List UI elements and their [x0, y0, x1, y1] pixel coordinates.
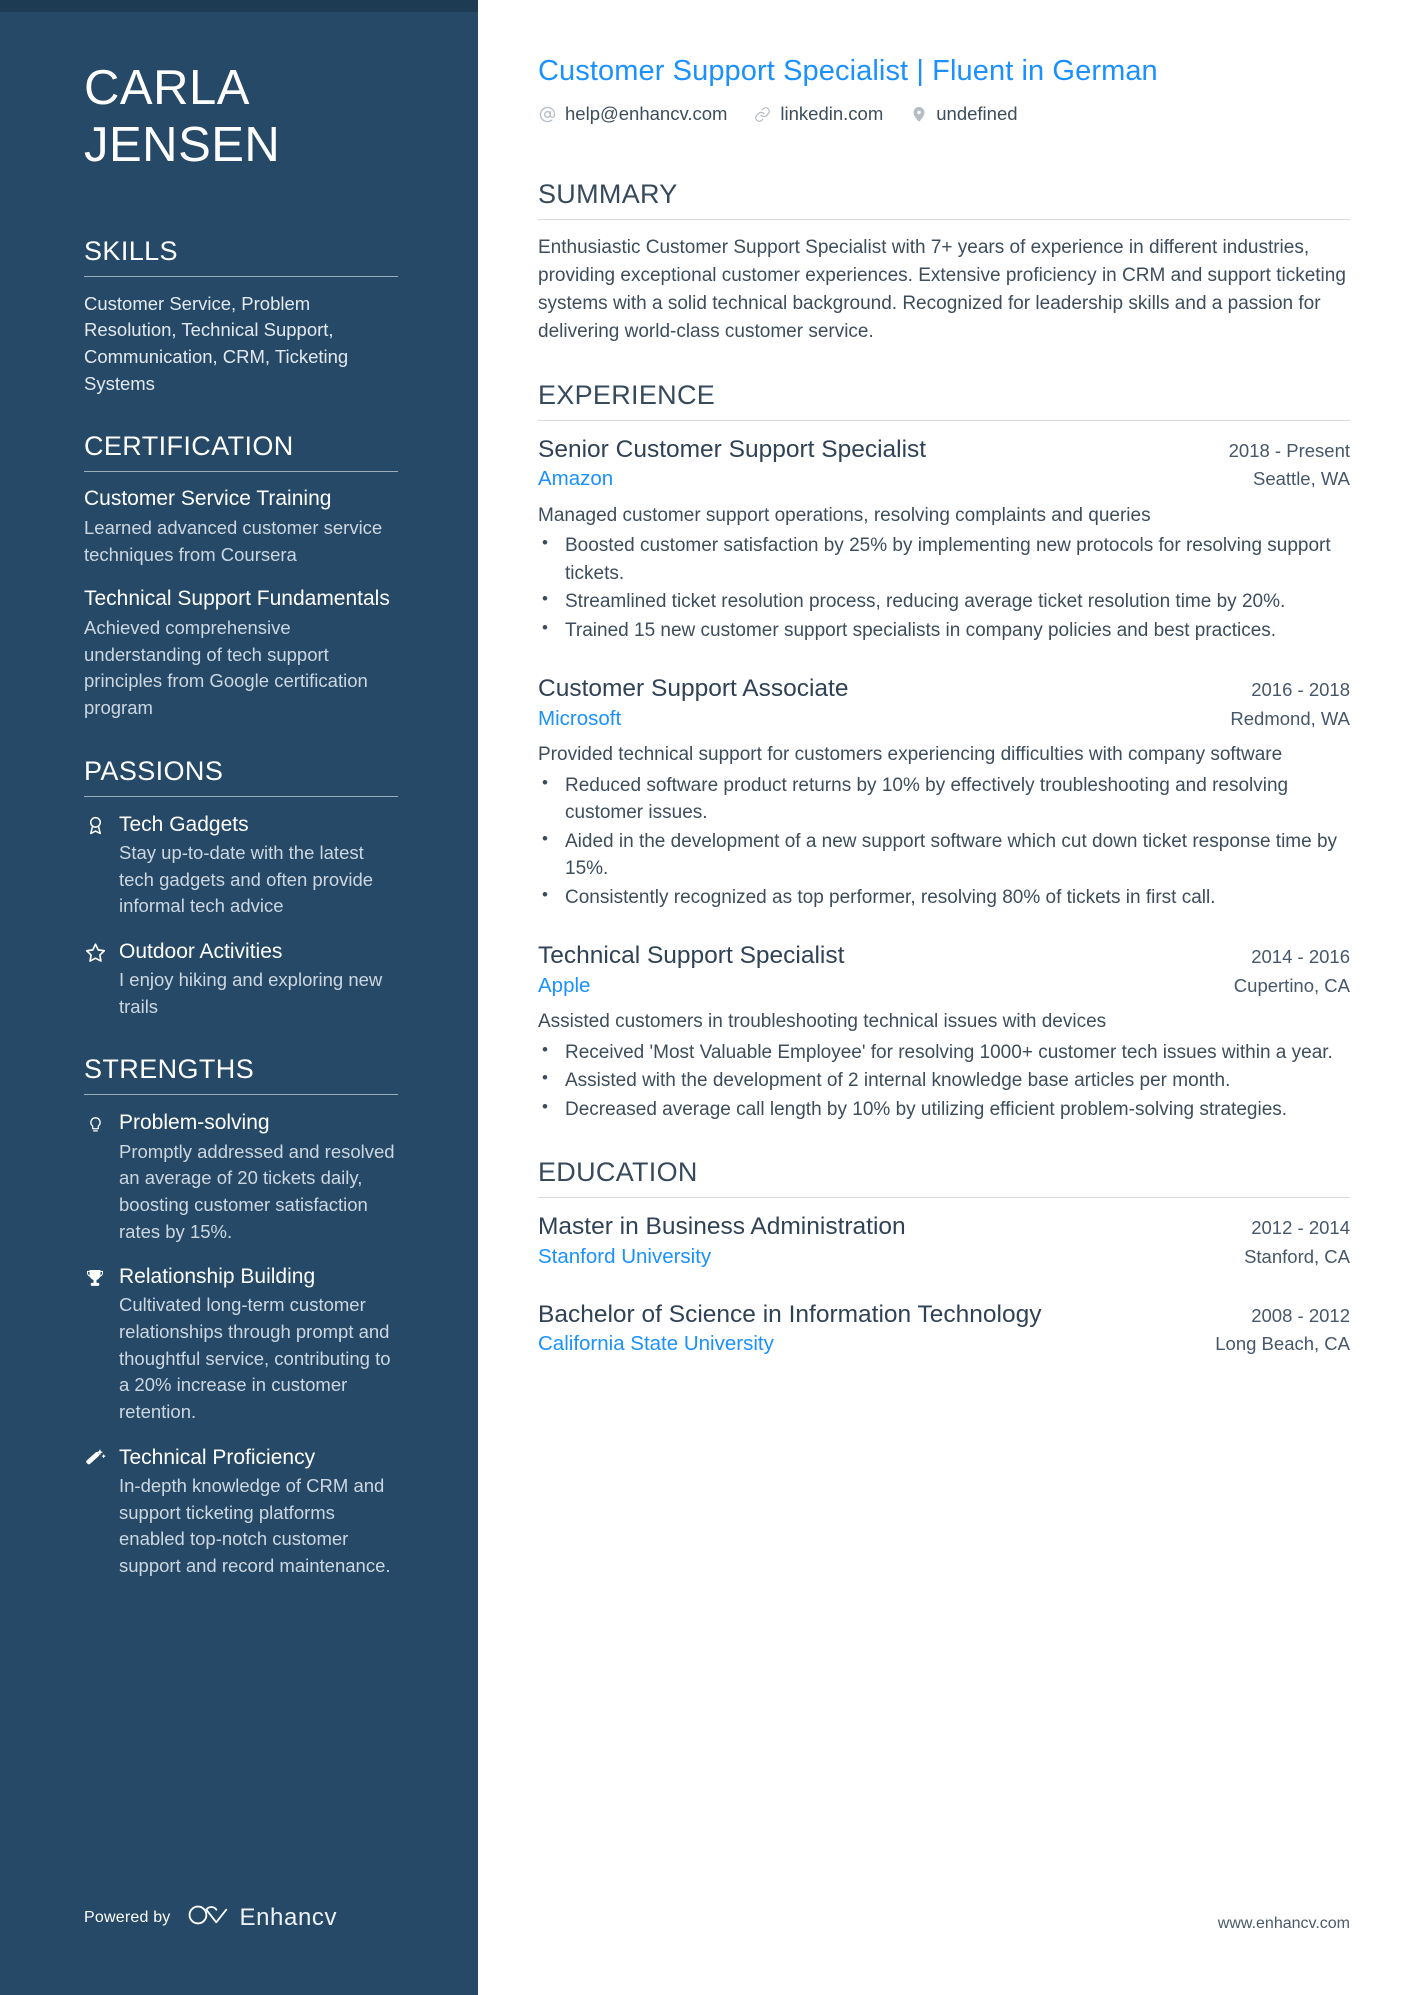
strength-description: In-depth knowledge of CRM and support ticketing platforms enabled top-notch customer support and record maintenance.: [119, 1474, 391, 1576]
strength-item: [84, 1263, 398, 1425]
certification-heading: CERTIFICATION: [84, 431, 294, 462]
experience-job-title: Customer Support Associate: [538, 675, 849, 703]
experience-heading: EXPERIENCE: [538, 380, 716, 411]
passions-heading: PASSIONS: [84, 755, 224, 786]
experience-entry: [538, 674, 1350, 911]
section-strengths: [84, 1054, 398, 1579]
at-sign-icon: [538, 105, 557, 124]
strength-item: [84, 1444, 398, 1580]
skills-divider: [84, 276, 398, 277]
experience-entry: [538, 941, 1350, 1123]
education-dates: 2008 - 2012: [1251, 1304, 1350, 1326]
education-location: Stanford, CA: [1244, 1245, 1350, 1267]
list-item: • Aided in the development of a new support software which cut down ticket response time by 15%.: [538, 828, 1350, 883]
summary-text: Enthusiastic Customer Support Specialist with 7+ years of experience in different industries, providing exceptional customer experiences. Extensive proficiency in CRM and support ticketing systems with a solid technical background. Recognized for leadership skills and a passion for delivering world-class customer service.: [538, 237, 1346, 343]
passions-divider: [84, 796, 398, 797]
lightbulb-icon: [84, 1112, 106, 1136]
contact-email[interactable]: [538, 103, 727, 125]
education-divider: [538, 1197, 1350, 1198]
education-entry: [538, 1300, 1350, 1358]
trophy-icon: [84, 1266, 106, 1290]
website-footer[interactable]: www.enhancv.com: [1217, 1915, 1350, 1932]
contact-linkedin-text: linkedin.com: [780, 103, 884, 125]
experience-bullets: [538, 772, 1350, 912]
star-icon: [84, 941, 106, 965]
brand-name: Enhancv: [239, 1903, 338, 1931]
experience-description: Managed customer support operations, resolving complaints and queries: [538, 504, 1151, 526]
contact-linkedin[interactable]: [753, 103, 883, 125]
strength-description: Promptly addressed and resolved an average of 20 tickets daily, boosting customer satisfaction rates by 15%.: [119, 1140, 395, 1242]
strength-item: [84, 1109, 398, 1245]
section-summary: [538, 179, 1350, 346]
strength-title: Relationship Building: [119, 1265, 316, 1289]
sidebar-top-strip: [0, 0, 478, 12]
name-last-line: JENSEN: [84, 117, 281, 172]
skills-heading: SKILLS: [84, 235, 178, 266]
experience-company[interactable]: Microsoft: [538, 706, 622, 730]
experience-company[interactable]: Amazon: [538, 467, 614, 491]
sidebar-footer: [84, 1902, 337, 1933]
contact-location-text: undefined: [936, 103, 1018, 125]
education-school[interactable]: Stanford University: [538, 1244, 712, 1268]
main-content: [478, 0, 1410, 1995]
certification-title: Technical Support Fundamentals: [84, 587, 390, 611]
contact-row: [538, 103, 1350, 125]
candidate-name: [84, 60, 398, 174]
education-heading: EDUCATION: [538, 1157, 698, 1188]
education-dates: 2012 - 2014: [1251, 1217, 1350, 1239]
strengths-heading: STRENGTHS: [84, 1054, 255, 1085]
strength-title: Technical Proficiency: [119, 1445, 316, 1469]
experience-dates: 2018 - Present: [1228, 440, 1350, 462]
list-item: • Assisted with the development of 2 internal knowledge base articles per month.: [538, 1067, 1350, 1095]
list-item: • Decreased average call length by 10% by utilizing efficient problem-solving strategies.: [538, 1096, 1350, 1124]
experience-job-title: Technical Support Specialist: [538, 942, 845, 970]
experience-bullets: [538, 532, 1350, 644]
experience-bullets: [538, 1039, 1350, 1124]
education-location: Long Beach, CA: [1215, 1333, 1350, 1355]
education-entry: [538, 1212, 1350, 1270]
experience-location: Redmond, WA: [1230, 707, 1350, 729]
skills-body: Customer Service, Problem Resolution, Technical Support, Communication, CRM, Ticketing Systems: [84, 292, 349, 394]
experience-dates: 2016 - 2018: [1251, 679, 1350, 701]
strength-title: Problem-solving: [119, 1111, 270, 1135]
experience-company[interactable]: Apple: [538, 973, 591, 997]
education-degree: Master in Business Administration: [538, 1213, 906, 1241]
section-passions: [84, 756, 398, 1021]
section-education: [538, 1157, 1350, 1357]
certification-divider: [84, 471, 398, 472]
headline-title: Customer Support Specialist | Fluent in German: [538, 55, 1158, 87]
strength-description: Cultivated long-term customer relationships through prompt and thoughtful service, contributing to a 20% increase in customer retention.: [119, 1294, 391, 1422]
experience-description: Assisted customers in troubleshooting technical issues with devices: [538, 1010, 1107, 1032]
summary-heading: SUMMARY: [538, 179, 678, 210]
experience-entry: [538, 435, 1350, 644]
section-skills: [84, 236, 398, 398]
list-item: • Reduced software product returns by 10% by effectively troubleshooting and resolving customer issues.: [538, 772, 1350, 827]
enhancv-logo-icon: [187, 1902, 229, 1933]
experience-description: Provided technical support for customers experiencing difficulties with company software: [538, 744, 1283, 766]
strengths-divider: [84, 1094, 398, 1095]
certification-item: [84, 486, 398, 568]
list-item: • Consistently recognized as top performer, resolving 80% of tickets in first call.: [538, 884, 1350, 912]
passion-title: Tech Gadgets: [119, 812, 249, 836]
list-item: • Received 'Most Valuable Employee' for resolving 1000+ customer tech issues within a year.: [538, 1039, 1350, 1067]
certification-description: Learned advanced customer service techniques from Coursera: [84, 517, 383, 565]
link-icon: [753, 105, 772, 124]
section-experience: [538, 380, 1350, 1123]
name-first-line: CARLA: [84, 61, 250, 115]
list-item: • Boosted customer satisfaction by 25% by implementing new protocols for resolving support tickets.: [538, 532, 1350, 587]
experience-divider: [538, 420, 1350, 421]
certification-description: Achieved comprehensive understanding of tech support principles from Google certification program: [84, 617, 368, 719]
section-certification: [84, 431, 398, 722]
passion-description: Stay up-to-date with the latest tech gadgets and often provide informal tech advice: [119, 841, 374, 917]
magic-wand-icon: [84, 1447, 106, 1471]
contact-location[interactable]: [909, 103, 1017, 125]
certification-title: Customer Service Training: [84, 487, 332, 511]
experience-job-title: Senior Customer Support Specialist: [538, 436, 927, 464]
map-pin-icon: [909, 105, 928, 124]
sidebar: [0, 0, 478, 1995]
experience-location: Cupertino, CA: [1233, 974, 1350, 996]
experience-location: Seattle, WA: [1253, 468, 1350, 490]
education-school[interactable]: California State University: [538, 1332, 774, 1356]
list-item: • Trained 15 new customer support specialists in company policies and best practices.: [538, 617, 1350, 645]
contact-email-text: help@enhancv.com: [565, 103, 728, 125]
passion-title: Outdoor Activities: [119, 939, 283, 963]
list-item: • Streamlined ticket resolution process, reducing average ticket resolution time by 20%.: [538, 588, 1350, 616]
passion-description: I enjoy hiking and exploring new trails: [119, 969, 383, 1017]
summary-divider: [538, 219, 1350, 220]
experience-dates: 2014 - 2016: [1251, 946, 1350, 968]
certification-item: [84, 586, 398, 721]
powered-by-label: Powered by: [84, 1908, 171, 1926]
passion-item: [84, 938, 398, 1021]
passion-item: [84, 811, 398, 920]
award-ribbon-icon: [84, 814, 106, 838]
education-degree: Bachelor of Science in Information Technology: [538, 1300, 1042, 1328]
